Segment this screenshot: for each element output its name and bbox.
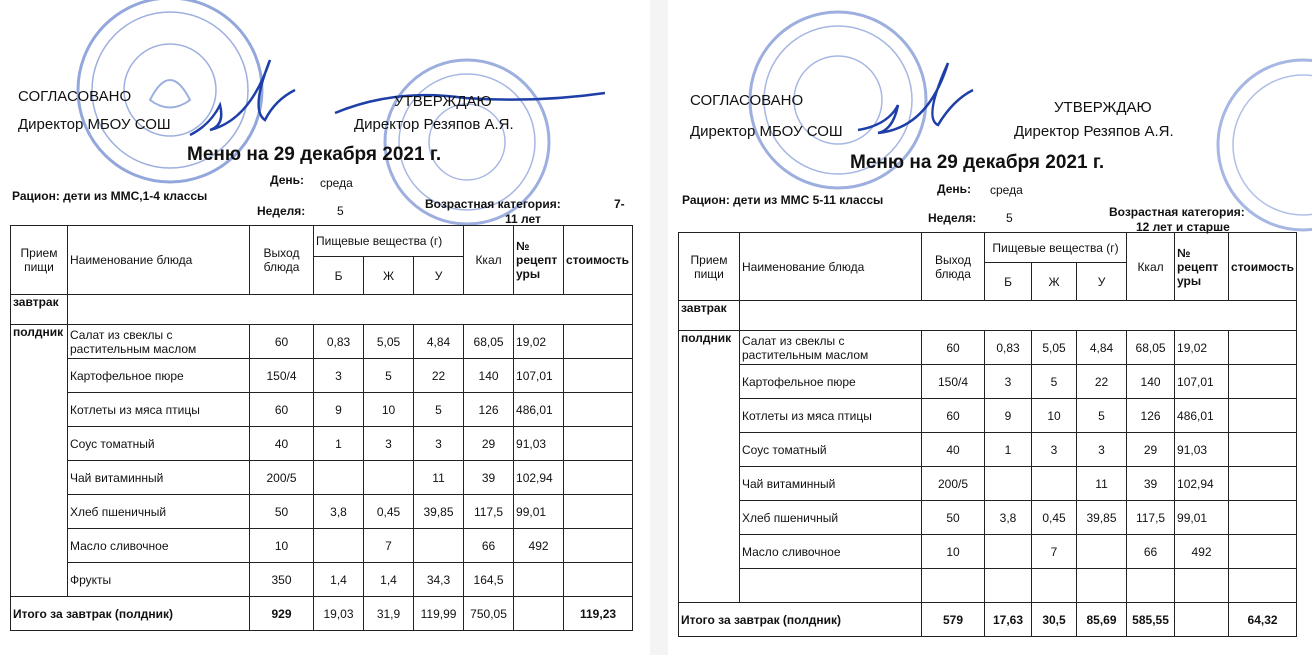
age-label: Возрастная категория: xyxy=(425,197,561,211)
week-label: Неделя: xyxy=(257,204,306,218)
dish-name: Фрукты xyxy=(68,563,250,597)
header-nutrients: Пищевые вещества (г) xyxy=(985,233,1127,263)
director-left-label: Директор МБОУ СОШ xyxy=(18,116,171,133)
week-label: Неделя: xyxy=(928,211,977,225)
header-b: Б xyxy=(314,257,364,295)
table-row: Масло сливочное 10 7 66 492 xyxy=(11,529,633,563)
header-kcal: Ккал xyxy=(464,226,514,295)
table-row: Картофельное пюре 150/4 3 5 22 140 107,01 xyxy=(11,359,633,393)
menu-document-left xyxy=(0,0,650,655)
table-row: Чай витаминный 200/5 11 39 102,94 xyxy=(11,461,633,495)
header-dish: Наименование блюда xyxy=(68,226,250,295)
header-recipe: № рецепт уры xyxy=(1175,233,1229,301)
director-right-label: Директор Резяпов А.Я. xyxy=(354,116,514,133)
dish-name: Хлеб пшеничный xyxy=(68,495,250,529)
table-row: Котлеты из мяса птицы 60 9 10 5 126 486,01 xyxy=(11,393,633,427)
age-value: 11 лет xyxy=(505,212,541,226)
age-label: Возрастная категория: xyxy=(1109,205,1245,219)
dish-name: Котлеты из мяса птицы xyxy=(68,393,250,427)
header-zh: Ж xyxy=(1032,263,1077,301)
director-left-label: Директор МБОУ СОШ xyxy=(690,123,843,140)
age-value: 7- xyxy=(614,197,625,211)
dish-name: Соус томатный xyxy=(68,427,250,461)
dish-name: Салат из свеклы с растительным маслом xyxy=(740,331,922,365)
header-meal: Прием пищи xyxy=(11,226,68,295)
total-label: Итого за завтрак (полдник) xyxy=(679,603,922,637)
signature xyxy=(848,55,1008,155)
signature xyxy=(180,55,340,155)
table-row: Соус томатный 40 1 3 3 29 91,03 xyxy=(679,433,1297,467)
dish-name: Салат из свеклы с растительным маслом xyxy=(68,325,250,359)
menu-document-right xyxy=(668,0,1312,655)
meal-label: полдник xyxy=(11,325,68,597)
total-row: Итого за завтрак (полдник) 929 19,03 31,9 119,99 750,05 119,23 xyxy=(11,597,633,631)
header-yield: Выход блюда xyxy=(922,233,985,301)
header-u: У xyxy=(1077,263,1127,301)
header-cost: стоимость xyxy=(1229,233,1297,301)
dish-name: Картофельное пюре xyxy=(740,365,922,399)
table-row: Котлеты из мяса птицы 60 9 10 5 126 486,01 xyxy=(679,399,1297,433)
meal-label: завтрак xyxy=(679,301,740,331)
dish-name: Чай витаминный xyxy=(740,467,922,501)
page-title: Меню на 29 декабря 2021 г. xyxy=(850,152,1105,173)
header-u: У xyxy=(414,257,464,295)
dish-name: Масло сливочное xyxy=(740,535,922,569)
dish-name: Картофельное пюре xyxy=(68,359,250,393)
table-row: Фрукты 350 1,4 1,4 34,3 164,5 xyxy=(11,563,633,597)
table-row: Хлеб пшеничный 50 3,8 0,45 39,85 117,5 99,01 xyxy=(679,501,1297,535)
confirm-label: УТВЕРЖДАЮ xyxy=(394,93,492,110)
page-title: Меню на 29 декабря 2021 г. xyxy=(187,144,442,165)
ration-label: Рацион: дети из ММС,1-4 классы xyxy=(12,189,208,203)
total-row: Итого за завтрак (полдник) 579 17,63 30,5 85,69 585,55 64,32 xyxy=(679,603,1297,637)
week-value: 5 xyxy=(1006,211,1013,225)
meal-label: завтрак xyxy=(11,295,68,325)
table-row: Масло сливочное 10 7 66 492 xyxy=(679,535,1297,569)
director-right-label: Директор Резяпов А.Я. xyxy=(1014,123,1174,140)
header-yield: Выход блюда xyxy=(250,226,314,295)
header-zh: Ж xyxy=(364,257,414,295)
header-dish: Наименование блюда xyxy=(740,233,922,301)
day-value: среда xyxy=(320,176,353,190)
table-row: полдник Салат из свеклы с растительным маслом 60 0,83 5,05 4,84 68,05 19,02 xyxy=(11,325,633,359)
table-row: Чай витаминный 200/5 11 39 102,94 xyxy=(679,467,1297,501)
table-row: Соус томатный 40 1 3 3 29 91,03 xyxy=(11,427,633,461)
confirm-label: УТВЕРЖДАЮ xyxy=(1054,99,1152,116)
week-value: 5 xyxy=(337,204,344,218)
total-label: Итого за завтрак (полдник) xyxy=(11,597,250,631)
meal-label: полдник xyxy=(679,331,740,603)
menu-table xyxy=(10,225,633,631)
table-row: Хлеб пшеничный 50 3,8 0,45 39,85 117,5 99,01 xyxy=(11,495,633,529)
table-row xyxy=(679,569,1297,603)
dish-name: Чай витаминный xyxy=(68,461,250,495)
header-kcal: Ккал xyxy=(1127,233,1175,301)
dish-name: Котлеты из мяса птицы xyxy=(740,399,922,433)
day-label: День: xyxy=(937,182,971,196)
header-recipe: № рецепт уры xyxy=(514,226,564,295)
dish-name: Соус томатный xyxy=(740,433,922,467)
day-value: среда xyxy=(990,183,1023,197)
menu-table xyxy=(678,232,1297,637)
age-value: 12 лет и старше xyxy=(1136,220,1230,234)
dish-name xyxy=(740,569,922,603)
divider xyxy=(650,0,668,655)
ration-label: Рацион: дети из ММС 5-11 классы xyxy=(682,193,884,207)
dish-name: Масло сливочное xyxy=(68,529,250,563)
day-label: День: xyxy=(270,173,304,187)
header-b: Б xyxy=(985,263,1032,301)
header-nutrients: Пищевые вещества (г) xyxy=(314,226,464,257)
approved-label: СОГЛАСОВАНО xyxy=(18,88,132,105)
table-row: полдник Салат из свеклы с растительным маслом 60 0,83 5,05 4,84 68,05 19,02 xyxy=(679,331,1297,365)
table-row: Картофельное пюре 150/4 3 5 22 140 107,01 xyxy=(679,365,1297,399)
approved-label: СОГЛАСОВАНО xyxy=(690,92,804,109)
dish-name: Хлеб пшеничный xyxy=(740,501,922,535)
header-meal: Прием пищи xyxy=(679,233,740,301)
header-cost: стоимость xyxy=(564,226,633,295)
